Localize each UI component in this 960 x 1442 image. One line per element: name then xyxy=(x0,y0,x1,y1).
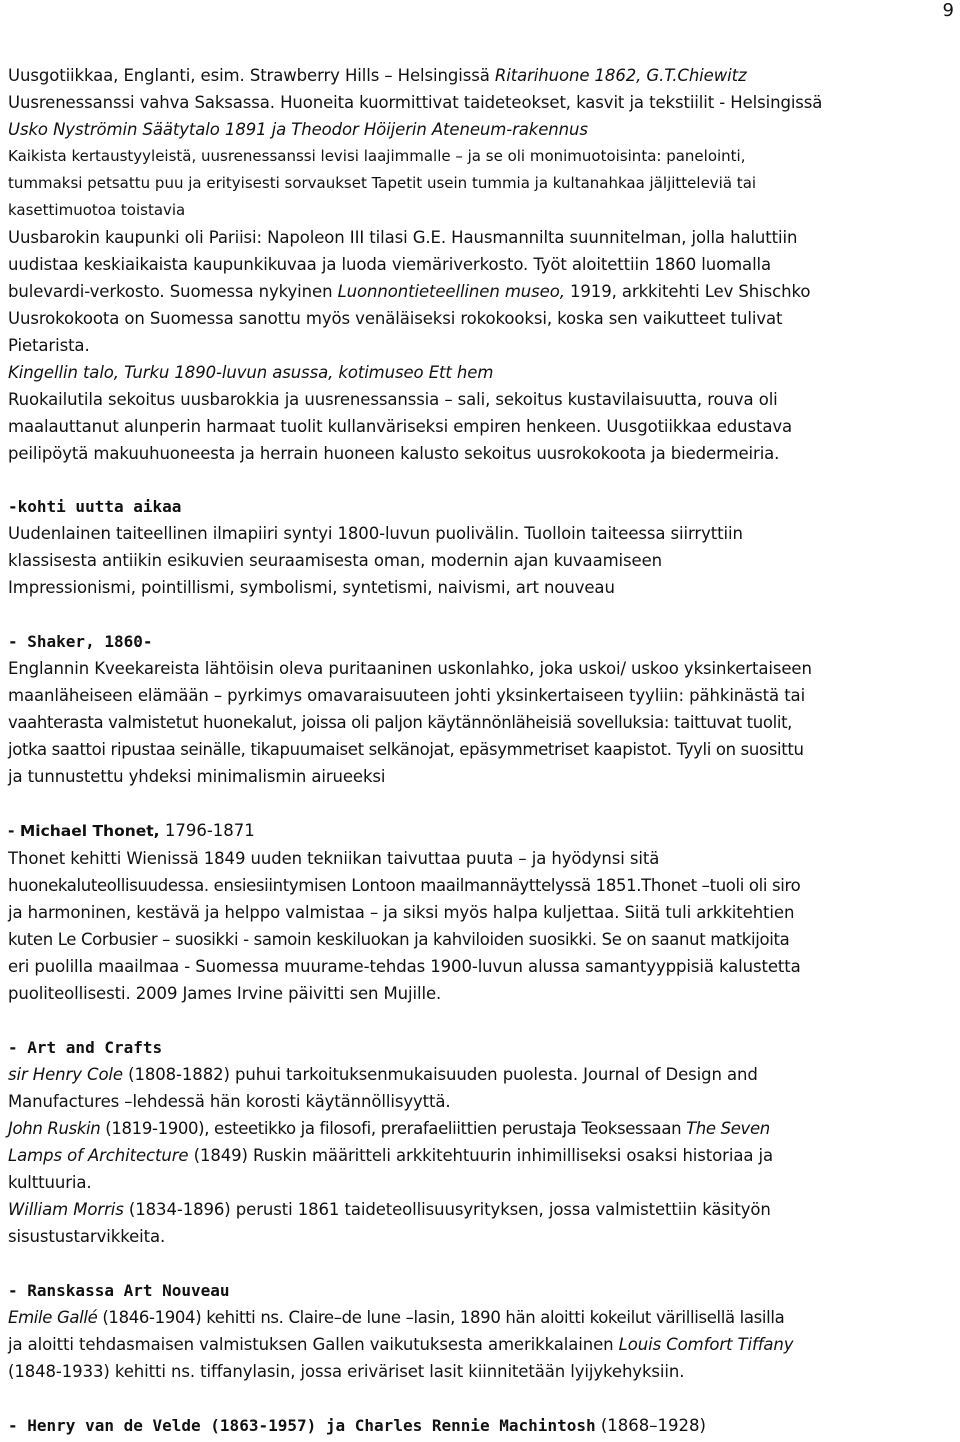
text-line: eri puolilla maailmaa - Suomessa muurame-tehdas 1900-luvun alussa samantyyppisiä kalustetta xyxy=(8,957,801,976)
text-line: kulttuuria. xyxy=(8,1173,92,1192)
text-line: Uusrenessanssi vahva Saksassa. Huoneita kuormittivat taideteokset, kasvit ja tekstiilit - Helsingissä xyxy=(8,93,823,112)
text-line: bulevardi-verkosto. Suomessa nykyinen Luonnontieteellinen museo, 1919, arkkitehti Lev Shischko xyxy=(8,282,811,301)
text-line: (1848-1933) kehitti ns. tiffanylasin, jossa eriväriset lasit kiinnitetään lyijykehyksiin. xyxy=(8,1362,685,1381)
text-line: John Ruskin (1819-1900), esteetikko ja filosofi, prerafaeliittien perustaja Teoksessaan The Seven xyxy=(8,1119,770,1138)
text-line: Uusbarokin kaupunki oli Pariisi: Napoleon III tilasi G.E. Hausmannilta suunnitelman, jolla haluttiin xyxy=(8,228,798,247)
section-heading-art-nouveau: - Ranskassa Art Nouveau xyxy=(8,1281,230,1300)
person-name: William Morris xyxy=(8,1200,124,1219)
text-line: Pietarista. xyxy=(8,336,90,355)
person-name: Louis Comfort Tiffany xyxy=(618,1335,794,1354)
text-line: Lamps of Architecture (1849) Ruskin määritteli arkkitehtuurin inhimilliseksi osaksi historiaa ja xyxy=(8,1146,773,1165)
person-name: sir Henry Cole xyxy=(8,1065,123,1084)
text-line: kuten Le Corbusier – suosikki - samoin keskiluokan ja kahviloiden suosikki. Se on saanut matkijoita xyxy=(8,930,790,949)
section-heading-kohti: -kohti uutta aikaa xyxy=(8,497,182,516)
text-line: ja harmoninen, kestävä ja helppo valmistaa – ja siksi myös halpa kuljettaa. Siitä tuli arkkitehtien xyxy=(8,903,795,922)
text-line: maalauttanut alunperin harmaat tuolit kullanväriseksi empiren henkeen. Uusgotiikkaa edustava xyxy=(8,417,793,436)
page-number: 9 xyxy=(942,0,954,21)
italic-building-name: Ritarihuone 1862, G.T.Chiewitz xyxy=(494,66,747,85)
text-line: Emile Gallé (1846-1904) kehitti ns. Claire–de lune –lasin, 1890 hän aloitti kokeilut värillisellä lasilla xyxy=(8,1308,785,1327)
text-line: ja tunnustettu yhdeksi minimalismin airueeksi xyxy=(8,767,386,786)
text-line-italic: Kingellin talo, Turku 1890-luvun asussa, kotimuseo Ett hem xyxy=(8,363,494,382)
italic-museum-name: Luonnontieteellinen museo, xyxy=(337,282,565,301)
text-line: Kaikista kertaustyyleistä, uusrenessanssi levisi laajimmalle – ja se oli monimuotoisinta: panelointi, xyxy=(8,147,746,165)
text-line: sir Henry Cole (1808-1882) puhui tarkoituksenmukaisuuden puolesta. Journal of Design and xyxy=(8,1065,758,1084)
text-line: Uudenlainen taiteellinen ilmapiiri syntyi 1800-luvun puolivälin. Tuolloin taiteessa siirryttiin xyxy=(8,524,743,543)
text-line: uudistaa keskiaikaista kaupunkikuvaa ja luoda viemäriverkosto. Työt aloitettiin 1860 luomalla xyxy=(8,255,772,274)
text-line: Manufactures –lehdessä hän korosti käytännöllisyyttä. xyxy=(8,1092,451,1111)
text-line: huonekaluteollisuudessa. ensiesiintymisen Lontoon maailmannäyttelyssä 1851.Thonet –tuoli oli siro xyxy=(8,876,801,895)
text-line: jotka saattoi ripustaa seinälle, tikapuumaiset selkänojat, epäsymmetriset kaapistot. Tyyli on suosittu xyxy=(8,740,804,759)
book-title: Lamps of Architecture xyxy=(8,1146,189,1165)
section-heading-shaker: - Shaker, 1860- xyxy=(8,632,153,651)
text-line: Uusrokokoota on Suomessa sanottu myös venäläiseksi rokokooksi, koska sen vaikutteet tulivat xyxy=(8,309,783,328)
text-line: Englannin Kveekareista lähtöisin oleva puritaaninen uskonlahko, joka uskoi/ uskoo yksinkertaiseen xyxy=(8,659,812,678)
document-body xyxy=(8,62,953,1439)
text-line: tummaksi petsattu puu ja erityisesti sorvaukset Tapetit usein tummia ja kultanahkaa jäljitteleviä tai xyxy=(8,174,757,192)
text-line: maanläheiseen elämään – pyrkimys omavaraisuuteen johti yksinkertaiseen tyyliin: pähkinästä tai xyxy=(8,686,806,705)
section-heading-thonet: - Michael Thonet, 1796-1871 xyxy=(8,821,255,840)
text-line: Ruokailutila sekoitus uusbarokkia ja uusrenessanssia – sali, sekoitus kustavilaisuutta, rouva oli xyxy=(8,390,778,409)
text-line: Impressionismi, pointillismi, symbolismi, syntetismi, naivismi, art nouveau xyxy=(8,578,615,597)
text-line: Uusgotiikkaa, Englanti, esim. Strawberry Hills – Helsingissä Ritarihuone 1862, G.T.Chiewitz xyxy=(8,66,747,85)
section-heading-arts-and-crafts: - Art and Crafts xyxy=(8,1038,163,1057)
text-line: peilipöytä makuuhuoneesta ja herrain huoneen kalusto sekoitus uusrokokoota ja biedermeiria. xyxy=(8,444,780,463)
section-heading-van-de-velde: - Henry van de Velde (1863-1957) ja Charles Rennie Machintosh (1868–1928) xyxy=(8,1416,706,1435)
person-name: Emile Gallé xyxy=(8,1308,98,1327)
text-line: William Morris (1834-1896) perusti 1861 taideteollisuusyrityksen, jossa valmistettiin käsityön xyxy=(8,1200,771,1219)
text-line-italic: Usko Nyströmin Säätytalo 1891 ja Theodor Höijerin Ateneum-rakennus xyxy=(8,120,588,139)
text-line: klassisesta antiikin esikuvien seuraamisesta oman, modernin ajan kuvaamiseen xyxy=(8,551,662,570)
text-line: ja aloitti tehdasmaisen valmistuksen Gallen vaikutuksesta amerikkalainen Louis Comfort Tiffany xyxy=(8,1335,794,1354)
text-line: kasettimuotoa toistavia xyxy=(8,201,186,219)
text-line: vaahterasta valmistetut huonekalut, joissa oli paljon käytännönläheisiä sovelluksia: taittuvat tuolit, xyxy=(8,713,793,732)
text-line: puoliteollisesti. 2009 James Irvine päivitti sen Mujille. xyxy=(8,984,442,1003)
book-title: The Seven xyxy=(686,1119,770,1138)
text-line: sisustustarvikkeita. xyxy=(8,1227,166,1246)
person-name: John Ruskin xyxy=(8,1119,101,1138)
text-line: Thonet kehitti Wienissä 1849 uuden tekniikan taivuttaa puuta – ja hyödynsi sitä xyxy=(8,849,660,868)
